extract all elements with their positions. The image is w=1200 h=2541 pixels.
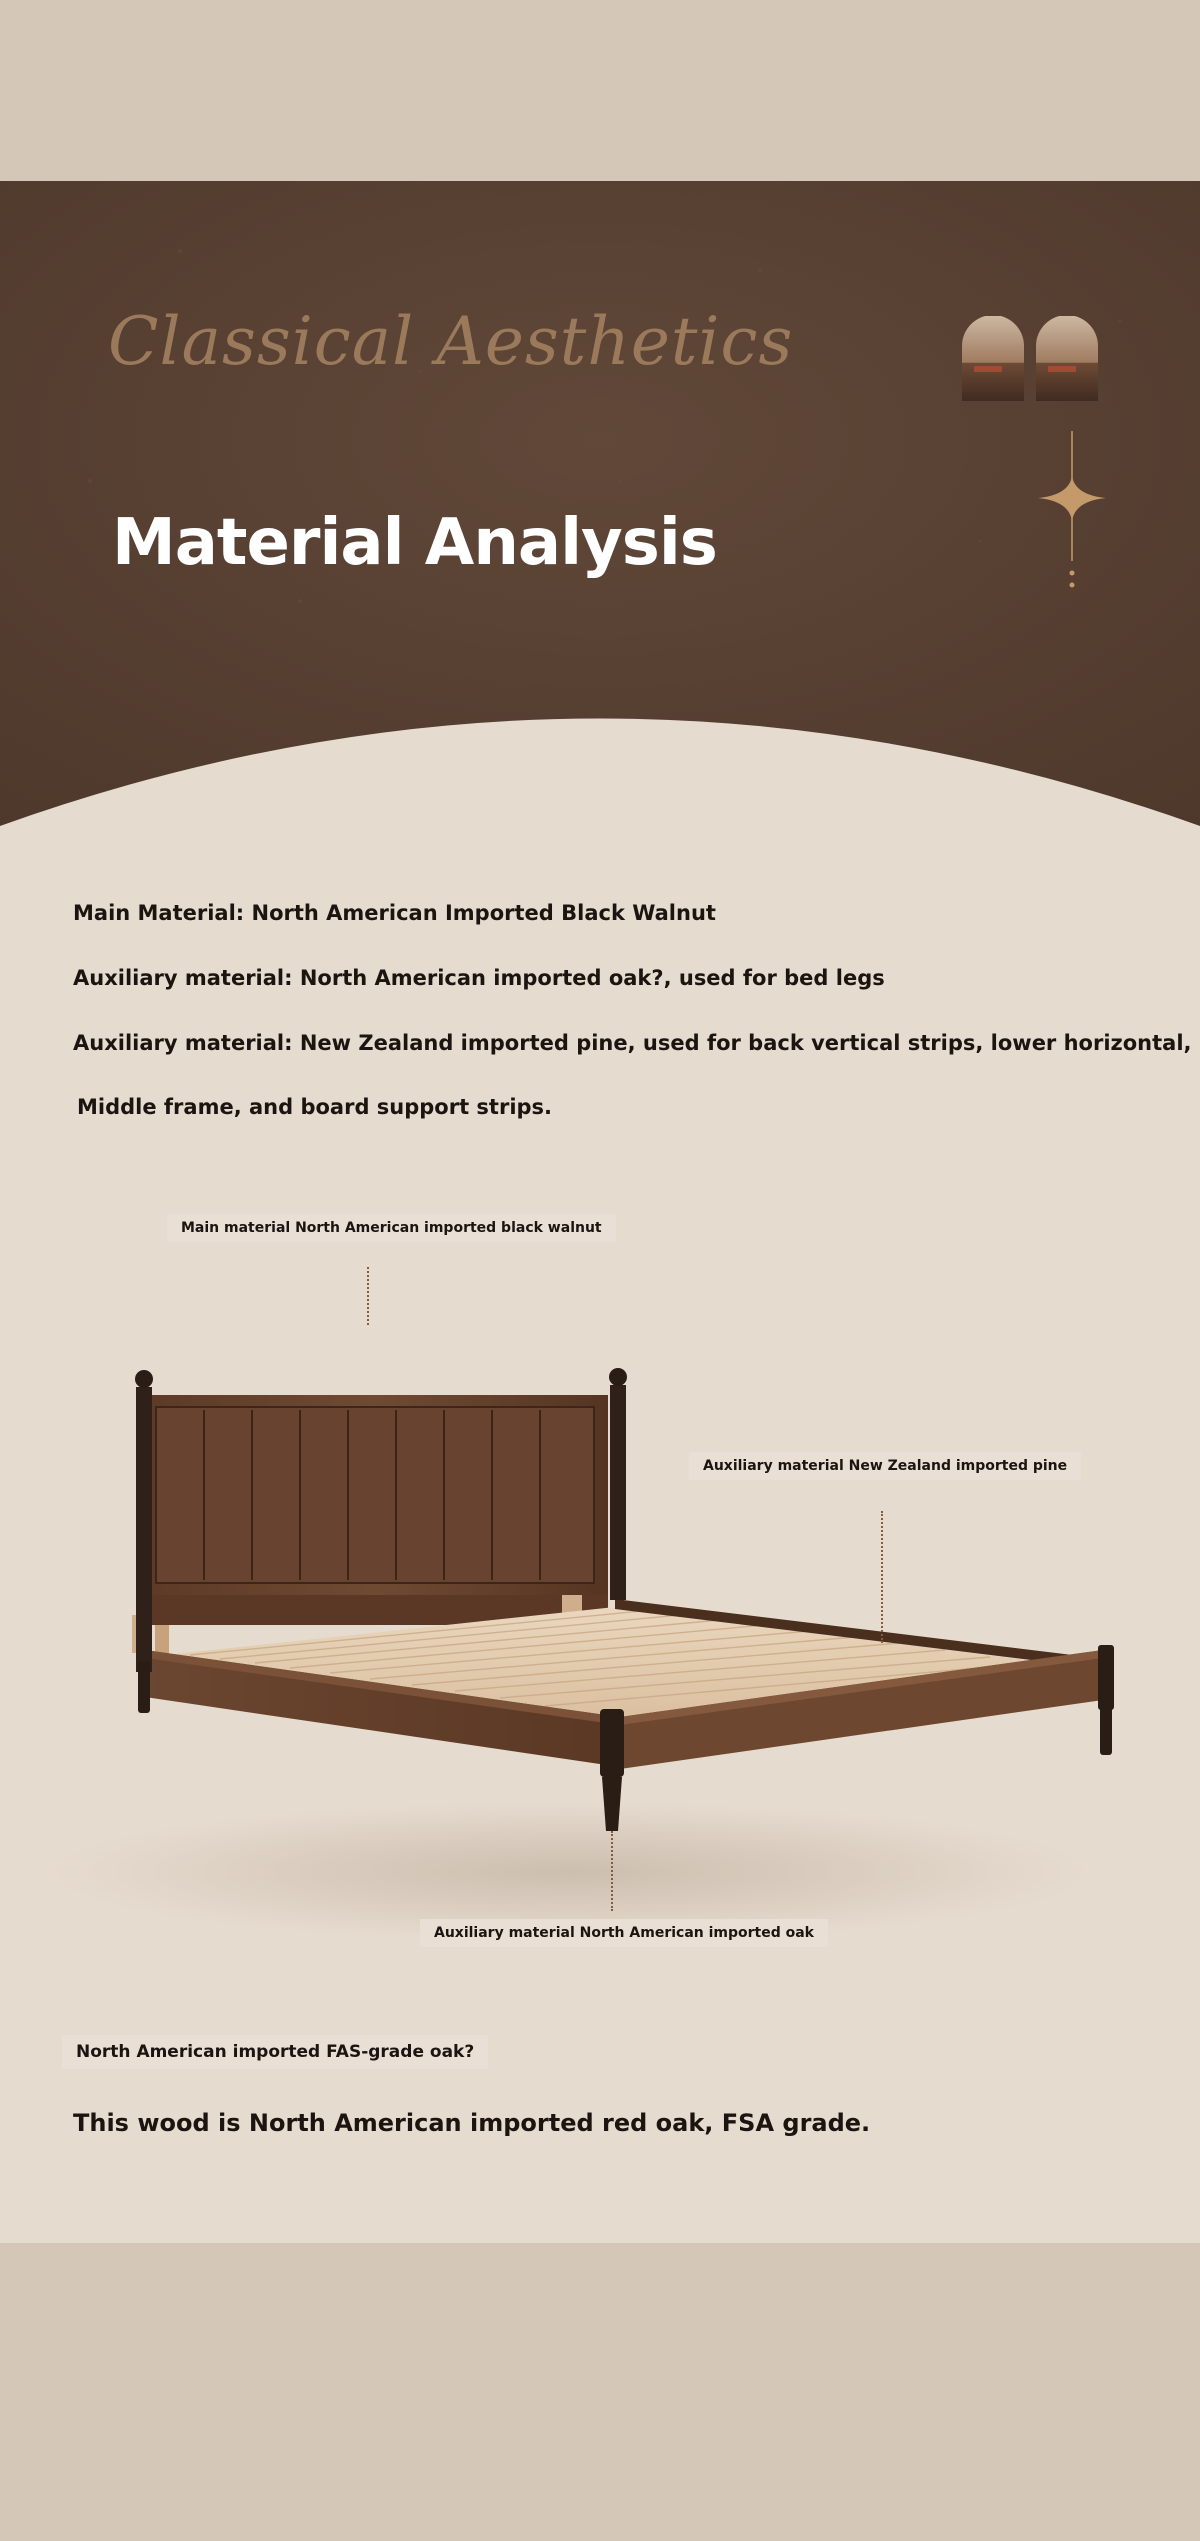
arch-window-icon xyxy=(960,316,1100,401)
leader-line-headboard xyxy=(367,1267,369,1325)
faq-question-badge: North American imported FAS-grade oak? xyxy=(62,2035,488,2069)
callout-slats-pine: Auxiliary material New Zealand imported pine xyxy=(689,1452,1081,1480)
page-title: Material Analysis xyxy=(112,506,717,580)
hero-banner xyxy=(0,181,1200,861)
sparkle-star-icon xyxy=(1032,431,1112,591)
product-detail-panel xyxy=(0,181,1200,2243)
leader-line-legs xyxy=(611,1831,613,1911)
bottom-margin-band xyxy=(0,2243,1200,2541)
spec-main-material: Main Material: North American Imported Black Walnut xyxy=(73,901,716,925)
callout-headboard-walnut: Main material North American imported black walnut xyxy=(167,1214,616,1242)
spec-aux-material-pine-cont: Middle frame, and board support strips. xyxy=(77,1095,553,1119)
spec-aux-material-oak: Auxiliary material: North American imported oak?, used for bed legs xyxy=(73,966,885,990)
spec-aux-material-pine: Auxiliary material: New Zealand imported pine, used for back vertical strips, lower horizontal, xyxy=(73,1031,1192,1055)
faq-answer-text: This wood is North American imported red oak, FSA grade. xyxy=(73,2109,871,2137)
callout-legs-oak: Auxiliary material North American imported oak xyxy=(420,1919,828,1947)
leader-line-slats xyxy=(881,1511,883,1643)
top-margin-band xyxy=(0,0,1200,181)
script-heading: Classical Aesthetics xyxy=(108,303,794,380)
